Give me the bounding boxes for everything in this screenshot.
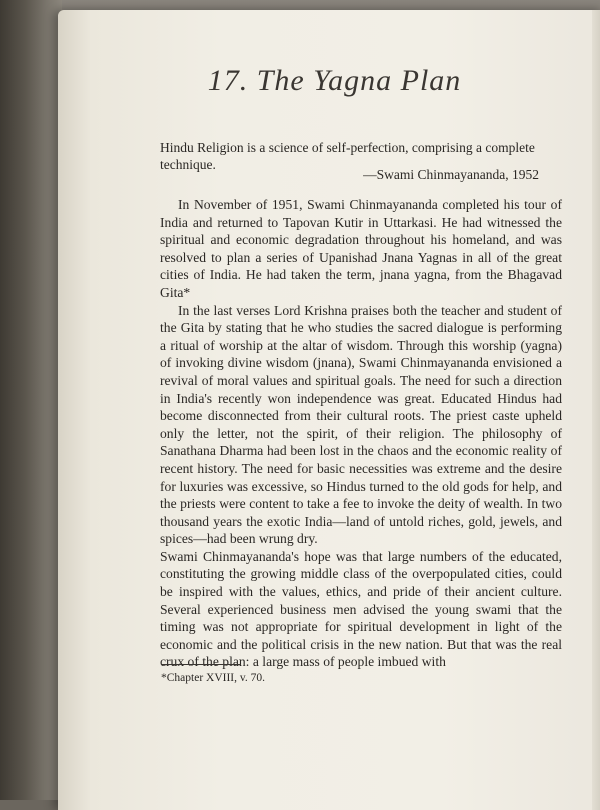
page-edge <box>592 10 600 810</box>
book-binding-shadow <box>0 0 62 800</box>
epigraph-attribution: —Swami Chinmayananda, 1952 <box>363 167 539 182</box>
footnote-rule <box>161 664 241 665</box>
body-text <box>160 196 562 671</box>
footnote: *Chapter XVIII, v. 70. <box>161 672 266 684</box>
paragraph: In the last verses Lord Krishna praises both the teacher and student of the Gita by stating that he who studies the sacred dialogue is performing a ritual of worship at the altar of wisdom. Through this worship (yagna) of invoking divine wisdom (jnana), Swami Chinmayananda envisioned a revival of moral values and spiritual goals. The need for such a direction in India's recently won independence was great. Educated Hindus had become disconnected from their cultural roots. The priest caste upheld only the letter, not the spirit, of their religion. The philosophy of Sanathana Dharma had been lost in the chaos and the economic reality of recent history. The need for basic necessities was extreme and the desire for luxuries was excessive, so Hindus turned to the old gods for help, and the priests were content to take a fee to invoke the deity of wealth. In two thousand years the exotic India—land of untold riches, gold, jewels, and spices—had been wrung dry. <box>160 302 562 547</box>
chapter-title: 17. The Yagna Plan <box>207 64 462 97</box>
paragraph: In November of 1951, Swami Chinmayananda completed his tour of India and returned to Tapovan Kutir in Uttarkasi. He had witnessed the spiritual and economic degradation throughout his homeland, and was resolved to plan a series of Upanishad Jnana Yagnas in all of the great cities of India. He had taken the term, jnana yagna, from the Bhagavad Gita* <box>160 197 562 300</box>
book-page <box>58 10 600 810</box>
paragraph: Swami Chinmayananda's hope was that large numbers of the educated, constituting the growing middle class of the overpopulated cities, could be inspired with the values, ethics, and pride of their ancient culture. Several experienced business men advised the young swami that the timing was not appropriate for spiritual development in light of the economic and the political crisis in the new nation. But that was the real crux of the plan: a large mass of people imbued with <box>160 548 562 670</box>
epigraph-quote: Hindu Religion is a science of self-perfection, comprising a complete technique. <box>160 140 535 172</box>
